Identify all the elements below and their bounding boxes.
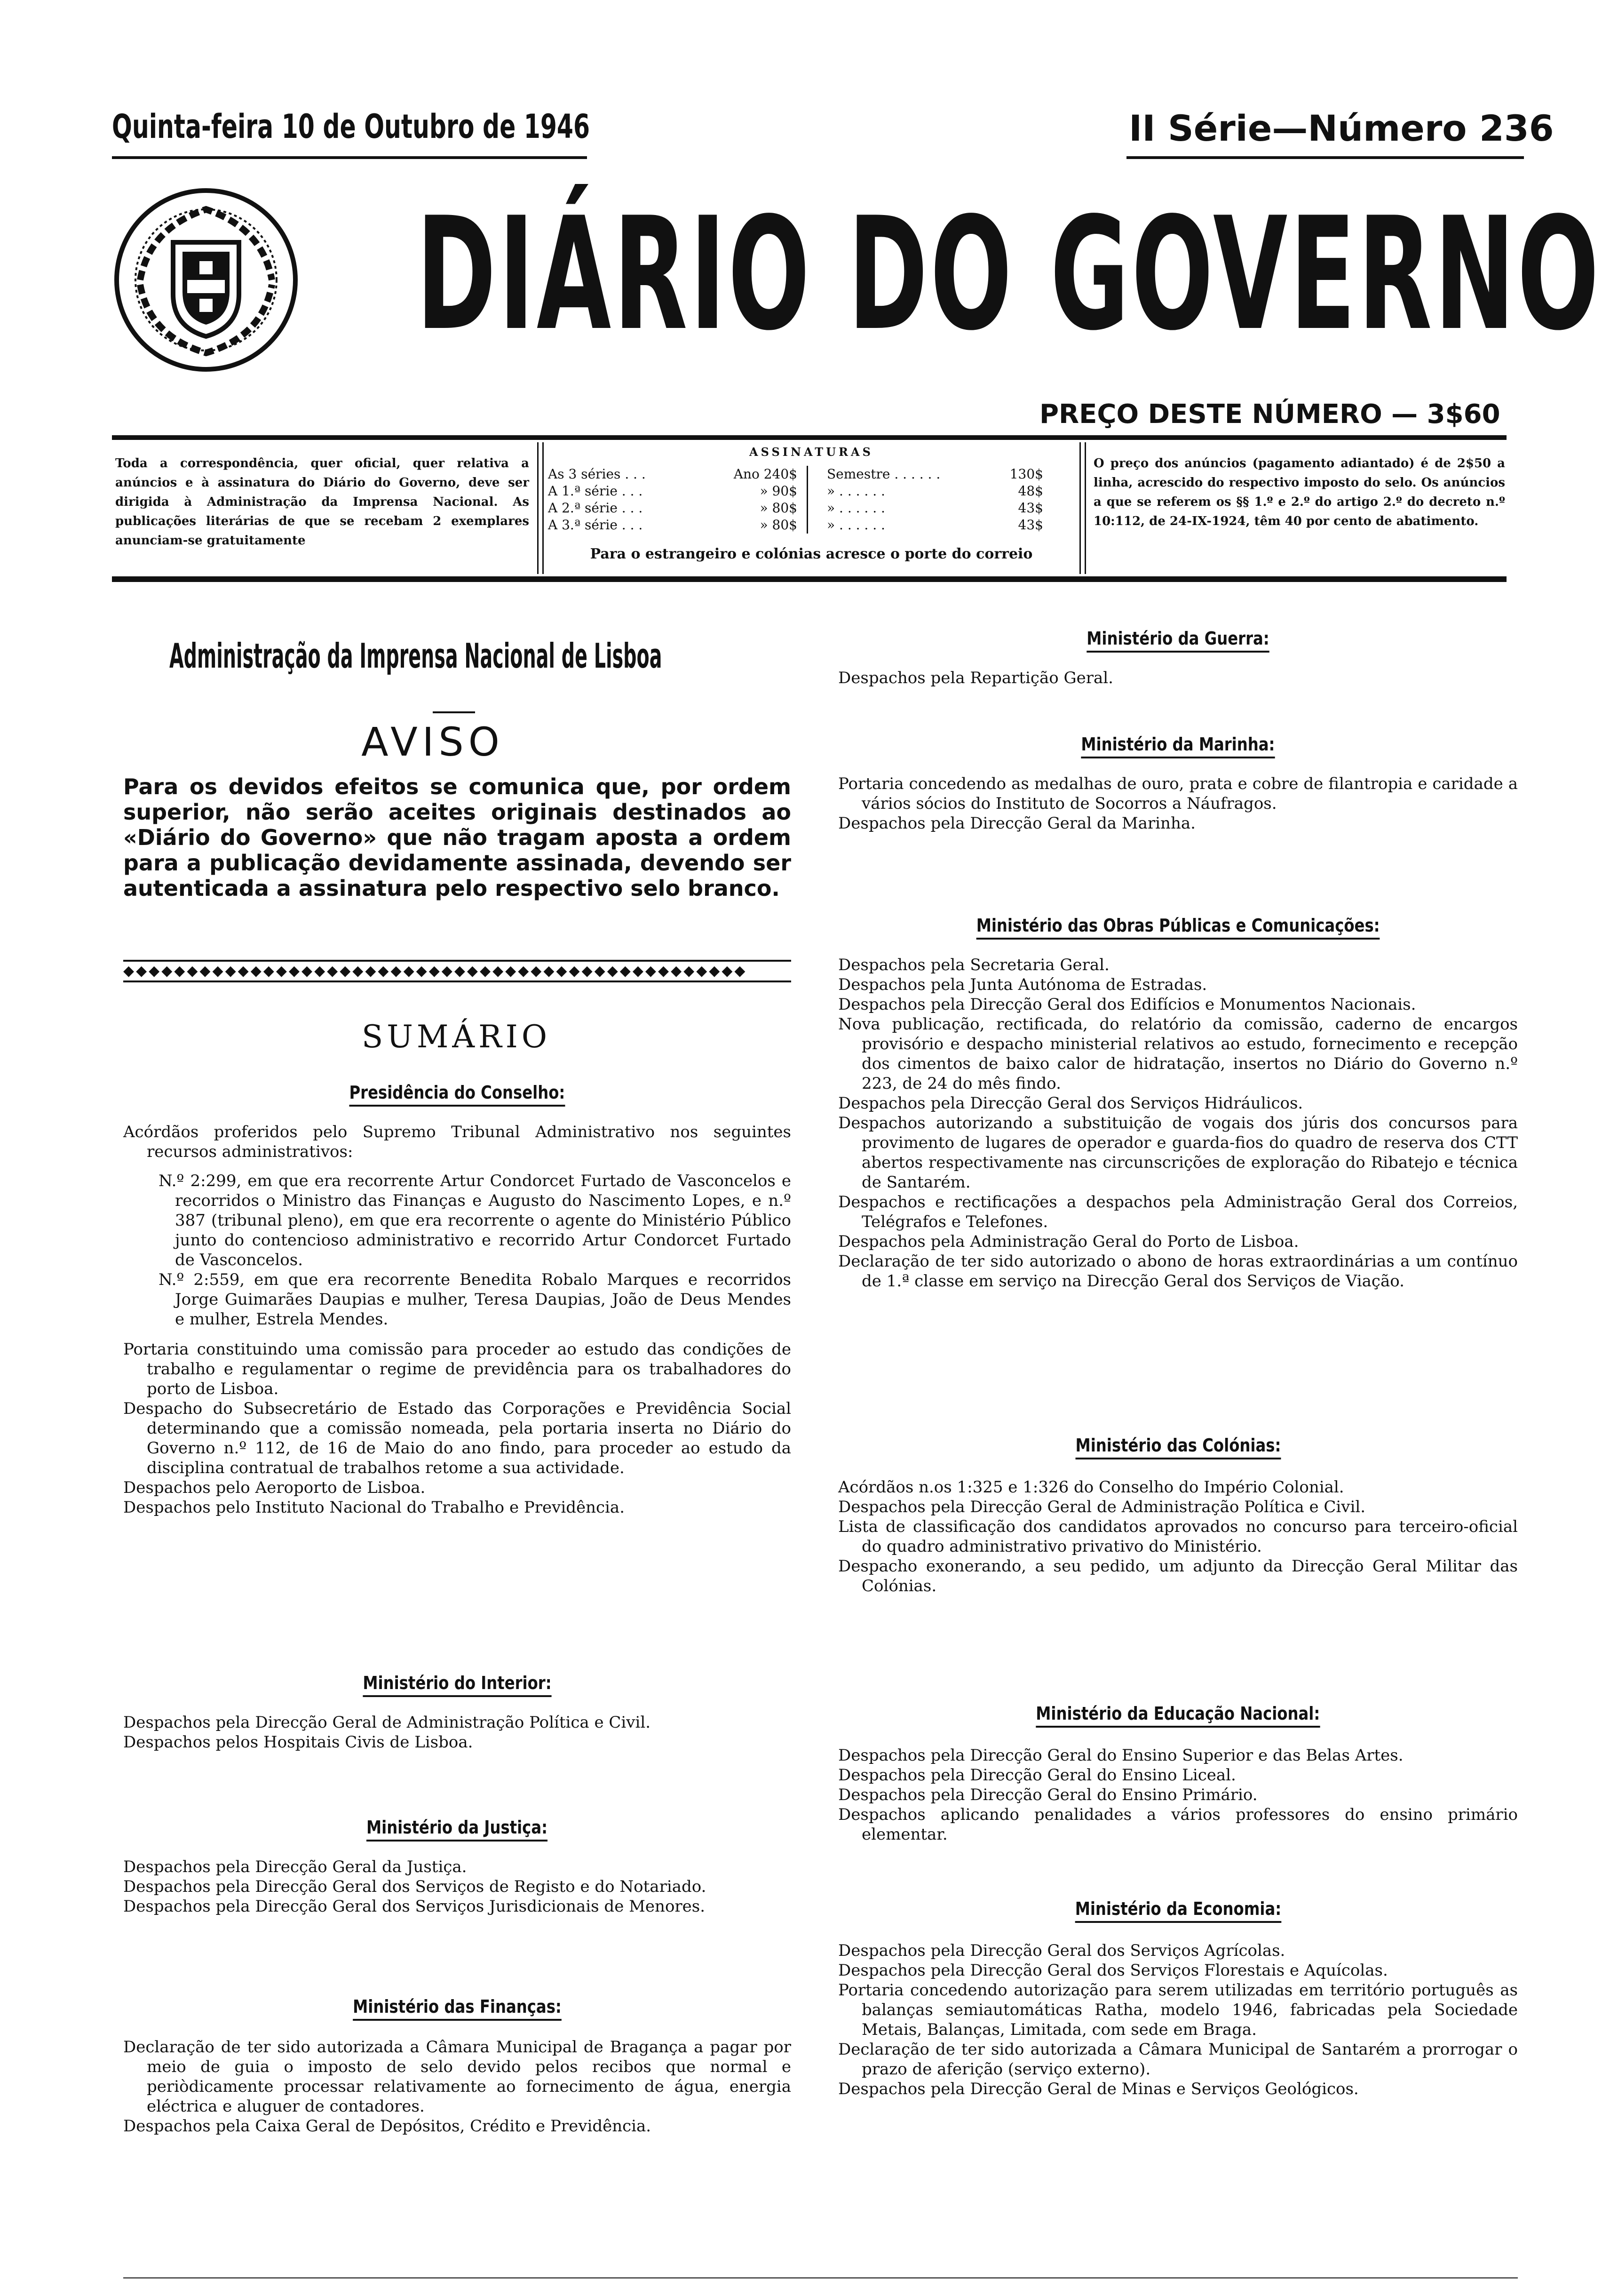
list-item: Despachos pela Direcção Geral da Justiça.: [123, 1858, 467, 1876]
section-body: [123, 1122, 791, 1517]
header-rule-top: [112, 435, 1507, 440]
list-item: Declaração de ter sido autorizada a Câmara Municipal de Bragança a pagar por meio de guia o imposto de selo devido pelos recibos que normal e periòdicamente processar relativamente ao fornecimento de água, energia eléctrica e aluguer de contadores.: [123, 2038, 791, 2116]
coat-of-arms-icon: [112, 186, 300, 374]
section-title: Ministério do Interior:: [123, 1673, 791, 1697]
list-item: Despachos pela Caixa Geral de Depósitos, Crédito e Previdência.: [123, 2117, 651, 2136]
list-item: Acórdãos n.os 1:325 e 1:326 do Conselho do Império Colonial.: [838, 1478, 1344, 1497]
list-item: Despachos pela Direcção Geral do Ensino Superior e das Belas Artes.: [838, 1746, 1404, 1765]
info-separator: [1079, 442, 1086, 574]
list-item: Despachos pela Repartição Geral.: [838, 669, 1113, 687]
list-item: Declaração de ter sido autorizado o abono de horas extraordinárias a um contínuo de 1.ª classe em serviço na Direcção Geral dos Serviços de Viação.: [838, 1252, 1518, 1291]
series-underline: [1126, 156, 1524, 159]
list-item: Despachos pela Junta Autónoma de Estradas.: [838, 975, 1207, 994]
list-item: Despachos pelo Instituto Nacional do Trabalho e Previdência.: [123, 1498, 625, 1517]
info-separator: [537, 442, 544, 574]
list-item: Despachos pelos Hospitais Civis de Lisboa.: [123, 1733, 473, 1752]
list-item: Portaria constituindo uma comissão para proceder ao estudo das condições de trabalho e regulamentar o regime de previdência para os trabalhadores do porto de Lisboa.: [123, 1340, 791, 1398]
list-item: Portaria concedendo autorização para serem utilizadas em território português as balanças semiautomáticas Ratha, modelo 1946, fabricadas pela Sociedade Metais, Balanças, Limitada, com sede em Braga.: [838, 1981, 1518, 2039]
correspondence-note: Toda a correspondência, quer oficial, quer relativa a anúncios e à assinatura do Diário do Governo, deve ser dirigida à Administração da Imprensa Nacional. As publicações literárias de que se recebam 2 exemplares anunciam-se gratuitamente: [115, 456, 529, 548]
list-item: Despachos pela Direcção Geral dos Serviços Hidráulicos.: [838, 1094, 1303, 1113]
table-row: As 3 séries . . . Ano 240$ Semestre . . . . . . 130$: [548, 466, 1043, 482]
list-item: Portaria concedendo as medalhas de ouro, prata e cobre de filantropia e caridade a vários sócios do Instituto de Socorros a Náufragos.: [838, 774, 1518, 813]
list-item: Despachos pela Administração Geral do Porto de Lisboa.: [838, 1232, 1299, 1251]
list-item: Despachos pela Direcção Geral do Ensino Liceal.: [838, 1766, 1236, 1785]
table-row: A 1.ª série . . . » 90$ » . . . . . . 48$: [548, 483, 1043, 499]
section-body: [838, 774, 1518, 833]
list-item: Despachos pela Direcção Geral dos Serviços Jurisdicionais de Menores.: [123, 1897, 706, 1916]
subscriptions-title: ASSINATURAS: [749, 445, 873, 459]
list-item: N.º 2:559, em que era recorrente Benedita Robalo Marques e recorridos Jorge Guimarães Daupias e mulher, Teresa Daupias, João de Deus Mendes e mulher, Estrela Mendes.: [159, 1270, 791, 1329]
notice-title: AVISO: [361, 719, 504, 765]
list-item: Acórdãos proferidos pelo Supremo Tribunal Administrativo nos seguintes recursos administrativos:: [123, 1123, 791, 1161]
section-title: Ministério da Guerra:: [838, 628, 1518, 653]
subscriptions-note: Para o estrangeiro e colónias acresce o porte do correio: [590, 546, 1033, 562]
table-row: A 2.ª série . . . » 80$ » . . . . . . 43$: [548, 500, 1043, 516]
list-item: Despachos pela Direcção Geral da Marinha.: [838, 814, 1196, 833]
list-item: Despachos pela Direcção Geral dos Edifícios e Monumentos Nacionais.: [838, 995, 1416, 1014]
header-rule-bottom: [112, 576, 1507, 582]
divider: [433, 711, 475, 713]
list-item: Despachos pela Direcção Geral de Administração Política e Civil.: [838, 1498, 1366, 1516]
list-item: N.º 2:299, em que era recorrente Artur Condorcet Furtado de Vasconcelos e recorridos o Ministro das Finanças e Augusto do Nascimento Lopes, e n.º 387 (tribunal pleno), em que era recorrente o agente do Ministério Público junto do contencioso administrativo e recorrido Artur Condorcet Furtado de Vasconcelos.: [159, 1172, 791, 1269]
list-item: Despachos e rectificações a despachos pela Administração Geral dos Correios, Telégrafos e Telefones.: [838, 1193, 1518, 1231]
newspaper-title: DIÁRIO DO GOVERNO: [416, 184, 1602, 365]
notice-text: Para os devidos efeitos se comunica que, por ordem superior, não serão aceites originais destinados ao «Diário do Governo» que não tragam aposta a ordem para a publicação devidamente assinada, devendo ser autenticada a assinatura pelo respectivo selo branco.: [123, 774, 791, 901]
admin-heading: Administração da Imprensa Nacional de Lisboa: [169, 636, 662, 676]
list-item: Despachos pela Direcção Geral dos Serviços de Registo e do Notariado.: [123, 1877, 706, 1896]
section-title: Ministério da Economia:: [838, 1898, 1518, 1923]
section-body: [838, 1941, 1518, 2099]
list-item: Despachos pela Direcção Geral de Administração Política e Civil.: [123, 1713, 651, 1732]
price-label: PREÇO DESTE NÚMERO — 3$60: [1039, 399, 1500, 430]
section-title: Ministério das Colónias:: [838, 1435, 1518, 1459]
section-body: [838, 668, 1518, 688]
list-item: Despachos pela Direcção Geral dos Serviços Florestais e Aquícolas.: [838, 1961, 1388, 1980]
page-bottom-rule: [123, 2277, 1518, 2279]
issue-date: Quinta-feira 10 de Outubro de 1946: [112, 107, 590, 146]
ornament-divider: ◆◆◆◆◆◆◆◆◆◆◆◆◆◆◆◆◆◆◆◆◆◆◆◆◆◆◆◆◆◆◆◆◆◆◆◆◆◆◆◆◆◆◆◆◆◆◆◆◆: [123, 960, 791, 982]
list-item: Despachos pelo Aeroporto de Lisboa.: [123, 1478, 426, 1497]
list-item: Lista de classificação dos candidatos aprovados no concurso para terceiro-oficial do quadro administrativo privativo do Ministério.: [838, 1517, 1518, 1556]
series-number: II Série—Número 236: [1129, 107, 1554, 149]
date-underline: [112, 156, 587, 159]
section-title: Presidência do Conselho:: [123, 1082, 791, 1107]
list-item: Despacho exonerando, a seu pedido, um adjunto da Direcção Geral Militar das Colónias.: [838, 1557, 1518, 1595]
list-item: Declaração de ter sido autorizada a Câmara Municipal de Santarém a prorrogar o prazo de aferição (serviço externo).: [838, 2040, 1518, 2079]
section-body: [838, 1746, 1518, 1844]
section-body: [838, 1477, 1518, 1596]
section-title: Ministério das Obras Públicas e Comunicações:: [838, 915, 1518, 940]
section-body: [838, 955, 1518, 1291]
list-item: Despacho do Subsecretário de Estado das Corporações e Previdência Social determinando que a comissão nomeada, pela portaria inserta no Diário do Governo n.º 112, de 16 de Maio do ano findo, para proceder ao estudo da disciplina contratual de trabalhos retome a sua actividade.: [123, 1399, 791, 1477]
section-title: Ministério da Marinha:: [838, 734, 1518, 758]
section-body: [123, 2037, 791, 2136]
section-body: [123, 1857, 791, 1916]
section-title: Ministério da Educação Nacional:: [838, 1703, 1518, 1728]
section-title: Ministério da Justiça:: [123, 1817, 791, 1842]
list-item: Nova publicação, rectificada, do relatório da comissão, caderno de encargos provisório e despacho ministerial relativos ao estudo, fornecimento e recepção dos cimentos de baixo calor de hidratação, insertos no Diário do Governo n.º 223, de 24 do mês findo.: [838, 1015, 1518, 1093]
list-item: Despachos pela Direcção Geral dos Serviços Agrícolas.: [838, 1941, 1285, 1960]
list-item: Despachos pela Direcção Geral de Minas e Serviços Geológicos.: [838, 2080, 1359, 2098]
list-item: Despachos pela Secretaria Geral.: [838, 956, 1110, 974]
ads-price-note: O preço dos anúncios (pagamento adiantado) é de 2$50 a linha, acrescido do respectivo imposto do selo. Os anúncios a que se referem os §§ 1.º e 2.º do artigo 2.º do decreto n.º 10:112, de 24-IX-1924, têm 40 por cento de abatimento.: [1094, 456, 1505, 528]
section-body: [123, 1713, 791, 1752]
subscriptions-table: [548, 466, 1075, 534]
summary-title: SUMÁRIO: [362, 1019, 551, 1055]
table-row: A 3.ª série . . . » 80$ » . . . . . . 43$: [548, 517, 1043, 533]
list-item: Despachos autorizando a substituição de vogais dos júris dos concursos para provimento de lugares de operador e guarda-fios do quadro de reserva dos CTT abertos respectivamente nas circunscrições de exploração do Ribatejo e técnica de Santarém.: [838, 1114, 1518, 1192]
section-title: Ministério das Finanças:: [123, 1996, 791, 2021]
list-item: Despachos aplicando penalidades a vários professores do ensino primário elementar.: [838, 1805, 1518, 1844]
list-item: Despachos pela Direcção Geral do Ensino Primário.: [838, 1786, 1258, 1804]
